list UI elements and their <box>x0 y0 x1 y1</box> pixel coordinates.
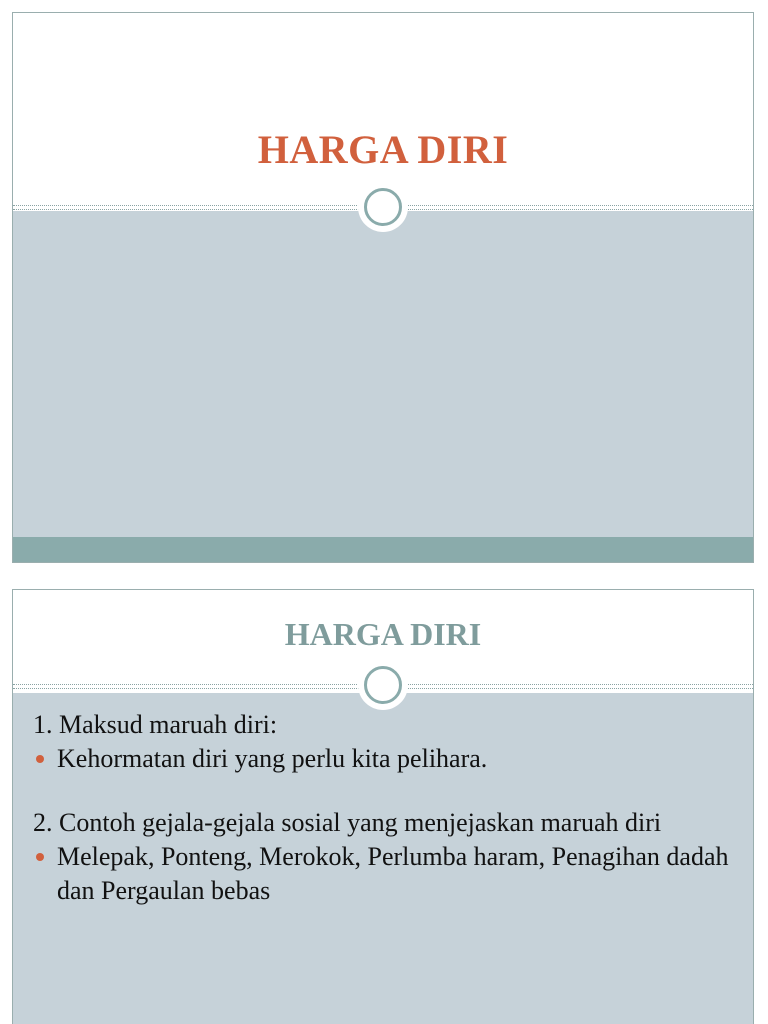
bullet-text: Kehormatan diri yang perlu kita pelihara. <box>57 744 488 773</box>
slide-footer-bar <box>13 537 753 563</box>
slide-body <box>13 211 753 537</box>
numbered-item-1: 1. Maksud maruah diri: <box>33 710 278 739</box>
bullet-dot-icon <box>36 755 44 763</box>
slide-header <box>13 13 753 205</box>
circle-ornament-icon <box>358 182 408 232</box>
slide-heading: HARGA DIRI <box>284 616 482 652</box>
slide-content-text <box>33 708 733 908</box>
bullet-dot-icon <box>36 853 44 861</box>
circle-ornament-icon <box>358 660 408 710</box>
bullet-item-1 <box>33 742 733 776</box>
slide-title-text: HARGA DIRI <box>257 127 509 172</box>
slide-content <box>12 589 754 1024</box>
slide-title <box>12 12 754 563</box>
bullet-text: Melepak, Ponteng, Merokok, Perlumba haram, Penagihan dadah dan Pergaulan bebas <box>57 842 729 905</box>
numbered-item-2: 2. Contoh gejala-gejala sosial yang menjejaskan maruah diri <box>33 808 662 837</box>
bullet-item-2 <box>33 840 733 908</box>
